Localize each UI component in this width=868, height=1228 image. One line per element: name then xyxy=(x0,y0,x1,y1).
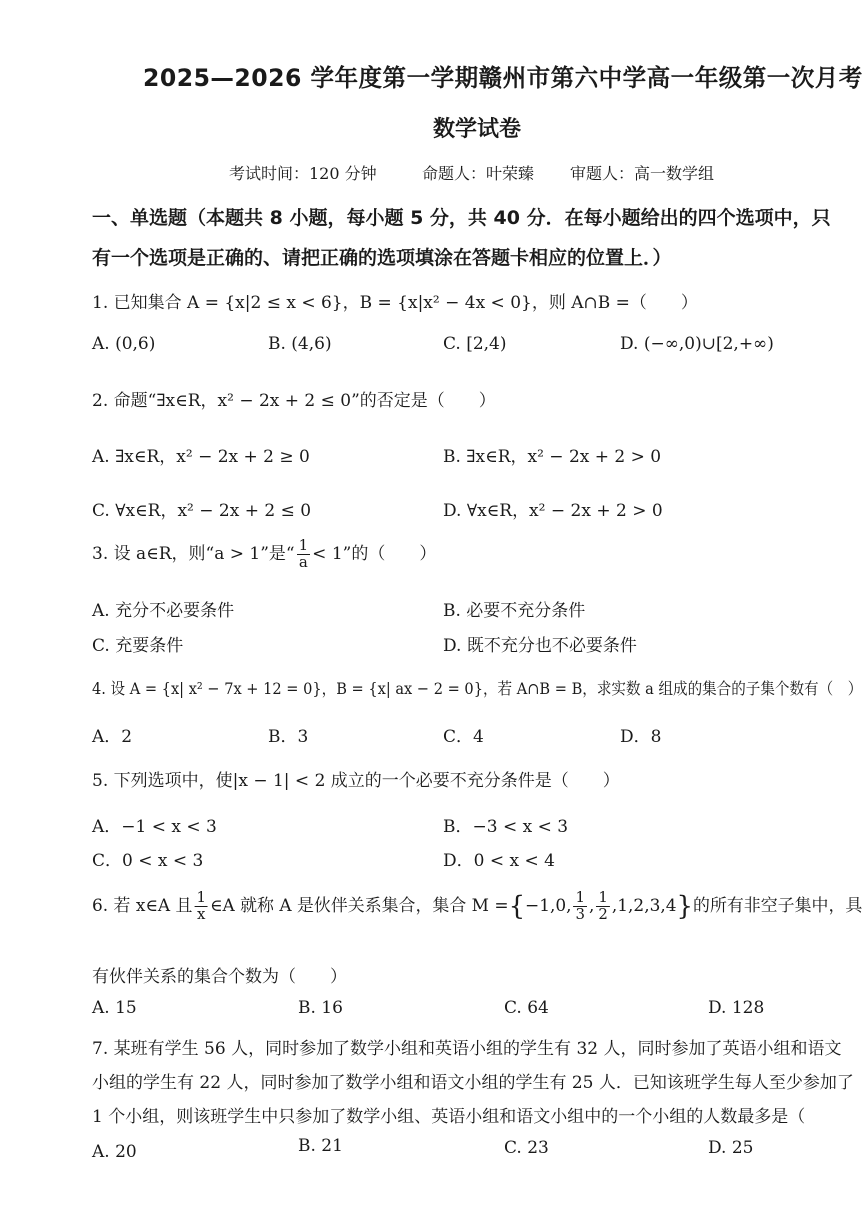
question-5-option-c: C．0 < x < 3 xyxy=(92,851,204,871)
question-2-option-d: D. ∀x∈R，x² − 2x + 2 > 0 xyxy=(443,501,663,521)
fraction-numerator: 1 xyxy=(196,888,206,906)
left-brace: { xyxy=(508,891,526,922)
question-3-option-d: D. 既不充分也不必要条件 xyxy=(443,636,637,656)
question-4-text: 4. 设 A = {x| x² − 7x + 12 = 0}，B = {x| ax − 2 = 0}，若 A∩B = B，求实数 a 组成的集合的子集个数有（ ） xyxy=(92,679,863,698)
question-7-option-a: A. 20 xyxy=(92,1142,137,1162)
fraction-numerator: 1 xyxy=(575,888,586,906)
question-7-option-b: B. 21 xyxy=(298,1136,343,1156)
question-2-option-a: A. ∃x∈R，x² − 2x + 2 ≥ 0 xyxy=(92,447,310,467)
exam-time: 考试时间：120 分钟 xyxy=(229,164,377,183)
question-6-option-c: C. 64 xyxy=(504,998,549,1018)
section-heading-line1: 一、单选题（本题共 8 小题，每小题 5 分，共 40 分．在每小题给出的四个选项中，只 xyxy=(92,207,831,229)
question-7-line3: 1 个小组，则该班学生中只参加了数学小组、英语小组和语文小组中的一个小组的人数最多是（ xyxy=(92,1107,806,1127)
question-1-text: 1. 已知集合 A = {x|2 ≤ x < 6}，B = {x|x² − 4x < 0}，则 A∩B =（ ） xyxy=(92,293,698,313)
fraction-denominator: 2 xyxy=(598,904,608,923)
question-7-option-c: C. 23 xyxy=(504,1138,549,1158)
question-2-option-b: B. ∃x∈R，x² − 2x + 2 > 0 xyxy=(443,447,662,467)
question-7-option-d: D. 25 xyxy=(708,1138,754,1158)
question-7-line1: 7. 某班有学生 56 人，同时参加了数学小组和英语小组的学生有 32 人，同时参加了英语小组和语文 xyxy=(92,1039,842,1059)
question-1-option-b: B. (4,6) xyxy=(268,334,332,354)
exam-subtitle: 数学试卷 xyxy=(433,117,522,142)
question-6-mid: ∈A 就称 A 是伙伴关系集合，集合 M = xyxy=(209,895,509,916)
question-6-post: 的所有非空子集中，具 xyxy=(693,895,863,916)
question-4-option-a: A．2 xyxy=(92,727,133,747)
set-fraction-half xyxy=(596,890,609,923)
question-6-fraction xyxy=(194,890,207,923)
question-6-option-b: B. 16 xyxy=(298,998,343,1018)
question-2-option-c: C. ∀x∈R，x² − 2x + 2 ≤ 0 xyxy=(92,501,312,521)
question-6-option-d: D. 128 xyxy=(708,998,765,1018)
question-5-option-a: A．−1 < x < 3 xyxy=(92,817,217,837)
question-6-line2: 有伙伴关系的集合个数为（ ） xyxy=(92,967,347,987)
question-3-text xyxy=(92,538,436,571)
question-3-option-a: A. 充分不必要条件 xyxy=(92,601,235,621)
set-part-b: ,1,2,3,4 xyxy=(611,895,677,916)
exam-reviewer: 审题人：高一数学组 xyxy=(570,164,715,183)
exam-title: 2025—2026 学年度第一学期赣州市第六中学高一年级第一次月考 xyxy=(143,64,863,92)
fraction-denominator: 3 xyxy=(575,904,586,923)
section-heading-line2: 有一个选项是正确的、请把正确的选项填涂在答题卡相应的位置上．） xyxy=(92,247,672,269)
set-fraction-third xyxy=(574,890,587,923)
question-4-option-d: D．8 xyxy=(620,727,662,747)
question-3-option-c: C. 充要条件 xyxy=(92,636,184,656)
fraction-numerator: 1 xyxy=(298,536,309,554)
question-3-pre: 3. 设 a∈R，则“a > 1”是“ xyxy=(92,543,295,564)
question-3-option-b: B. 必要不充分条件 xyxy=(443,601,586,621)
question-4-option-b: B．3 xyxy=(268,727,309,747)
right-brace: } xyxy=(676,891,694,922)
exam-setter: 命题人：叶荣臻 xyxy=(422,164,535,183)
question-3-post: < 1”的（ ） xyxy=(312,543,437,564)
fraction-numerator: 1 xyxy=(598,888,608,906)
question-1-option-d: D. (−∞,0)∪[2,+∞) xyxy=(620,334,774,354)
question-5-option-d: D．0 < x < 4 xyxy=(443,851,555,871)
question-1-option-a: A. (0,6) xyxy=(92,334,156,354)
question-2-text: 2. 命题“∃x∈R，x² − 2x + 2 ≤ 0”的否定是（ ） xyxy=(92,391,496,411)
fraction-denominator: a xyxy=(298,552,308,571)
question-4-option-c: C．4 xyxy=(443,727,484,747)
question-6-pre: 6. 若 x∈A 且 xyxy=(92,895,193,916)
set-part-a: −1,0, xyxy=(525,895,572,916)
question-1-option-c: C. [2,4) xyxy=(443,334,507,354)
question-7-line2: 小组的学生有 22 人，同时参加了数学小组和语文小组的学生有 25 人．已知该班学生每人至少参加了 xyxy=(92,1073,854,1093)
fraction-denominator: x xyxy=(197,904,206,923)
question-3-fraction xyxy=(297,538,311,571)
question-5-option-b: B．−3 < x < 3 xyxy=(443,817,569,837)
question-6-text: 6. 若 x∈A 且 $\frac{1}{x}$ ∈A 就称 A 是伙伴关系集合，集合 M ={−1,0, $\frac{1}{3}$ , $\frac{1}{2}$ ,1,2,3,4}的所有非空子集中，具 xyxy=(92,888,863,923)
question-6-option-a: A. 15 xyxy=(92,998,137,1018)
question-5-text: 5. 下列选项中，使|x − 1| < 2 成立的一个必要不充分条件是（ ） xyxy=(92,771,620,791)
